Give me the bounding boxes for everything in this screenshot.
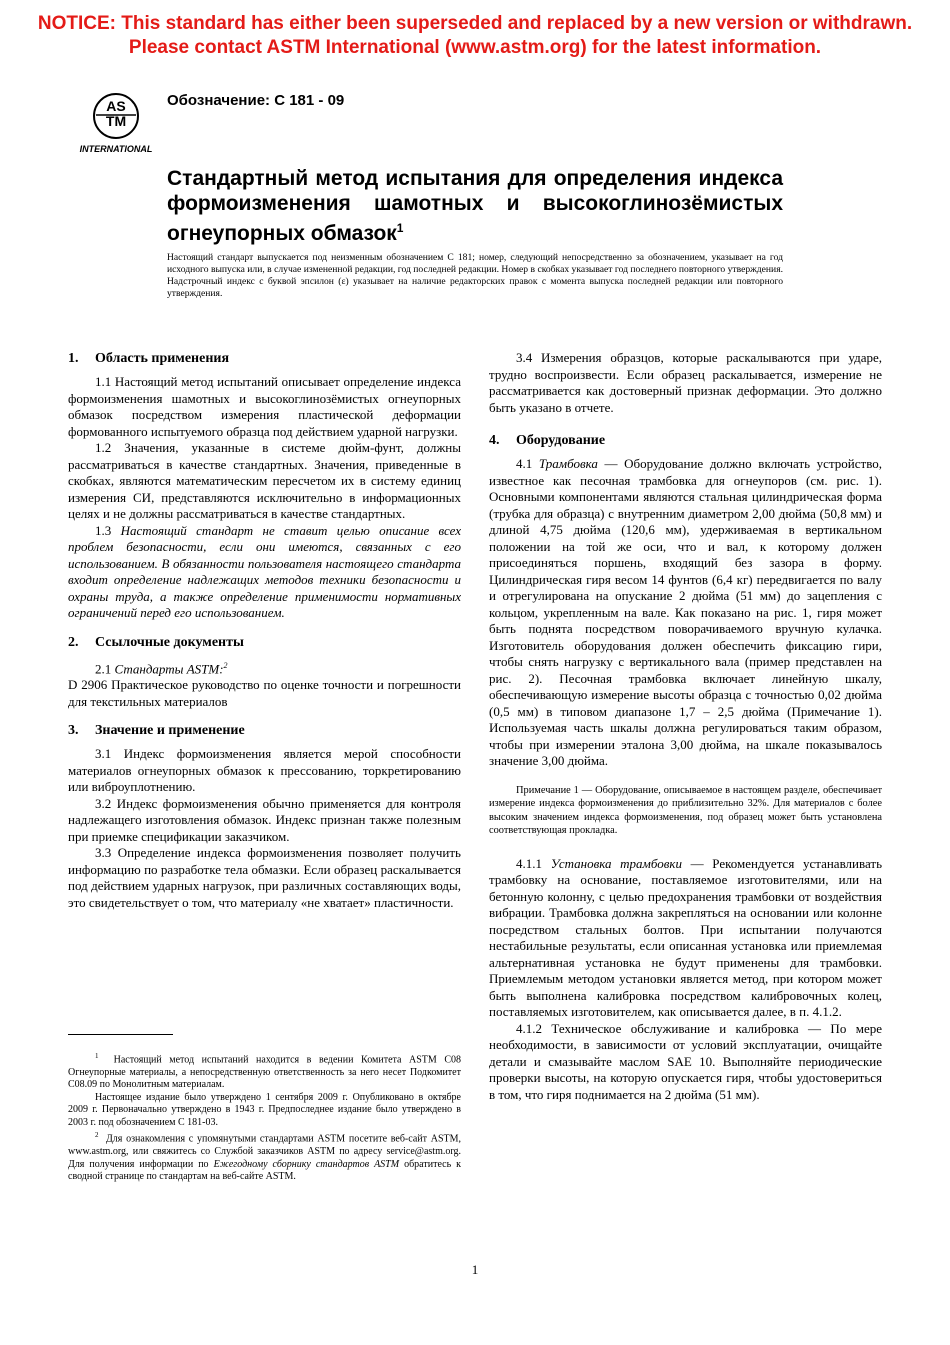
svg-text:TM: TM xyxy=(105,113,127,129)
left-column xyxy=(68,350,461,911)
notice-line-1: NOTICE: This standard has either been superseded and replaced by a new version or withdrawn. xyxy=(37,13,913,34)
paragraph-3-4: 3.4 Измерения образцов, которые раскалываются при ударе, трудно воспроизвести. Если образец раскалывается, измерение не рассматривается как достоверный признак деформации. Это должно быть указано в отчете. xyxy=(489,350,882,415)
footnotes xyxy=(68,1050,461,1184)
paragraph-1-1: 1.1 Настоящий метод испытаний описывает определение индекса формоизменения шамотных и высокоглинозёмистых огнеупорных обмазок посредством измерения пластической деформации формованного испытуемого образца под действием ударной нагрузки. xyxy=(68,374,461,439)
paragraph-4-1 xyxy=(489,456,882,770)
footnote-separator xyxy=(68,1034,173,1035)
term-rammer-installation: Установка трамбовки xyxy=(550,855,682,871)
paragraph-3-1: 3.1 Индекс формоизменения является мерой способности материалов огнеупорных обмазок к прессованию, торкретированию или виброуплотнению. xyxy=(68,746,461,795)
reference-d2906: D 2906 Практическое руководство по оценке точности и погрешности для текстильных материалов xyxy=(68,677,461,709)
term-rammer: Трамбовка xyxy=(538,456,598,471)
section-4-heading xyxy=(489,432,882,450)
footnote-text: Настоящий метод испытаний находится в ведении Комитета ASTM C08 Огнеупорные материалы, а непосредственную ответственность за него несет Подкомитет C08.09 по Монолитным материалам. xyxy=(68,1054,461,1091)
notice-banner xyxy=(0,12,950,60)
footnote-number: 2 xyxy=(95,1131,99,1140)
footnote-text: обратитесь к сводной странице по стандартам на веб-сайте ASTM. xyxy=(68,1158,462,1183)
page-number: 1 xyxy=(471,1262,479,1277)
paragraph-number: 2.1 xyxy=(95,660,115,676)
section-3-heading xyxy=(68,722,461,740)
section-number: 4. xyxy=(489,433,500,448)
title-text: Стандартный метод испытания для определения индекса формоизменения шамотных и высокоглинозёмистых огнеупорных обмазок xyxy=(167,167,783,245)
paragraph-text: — Оборудование должно включать устройство, известное как песочная трамбовка для огнеупоров (см. рис. 1). Основными компонентами являются стальная цилиндрическая форма (трубка для образца) с внутренним диаметром 2,00 дюйма (50,8 мм) и длиной 4,75 дюйма (120,6 мм), удерживаемая в вертикальном положении на той же оси, что и вал, к которому должен присоединяться поршень, входящий без зазора в форму. Цилиндрическая гиря весом 14 фунтов (6,4 кг) передвигается по валу и отрегулирована на опускание 2 дюйма (51 мм) до зацепления с кольцом, укрепленным на вале. Как показано на рис. 1, гиря может быть поднята посредством поворачиваемого вручную кулачка. Изготовитель оборудования должен обеспечить фиксацию гири, чтобы снять нагрузку с вертикального вала (пример представлен на рис. 2). Песочная трамбовка включает линейную шкалу, обеспечивающую измерение высоты образца с точностью 0,02 дюйма (0,5 мм) в типовом диапазоне 1,7 – 2,5 дюйма (Примечание 1). Используемая часть шкалы должна регулироваться таким образом, чтобы при измерении эталона 3,00 дюйма, на шкале показывалось значение 3,00 дюйма. xyxy=(489,456,882,768)
paragraph-4-1-2: 4.1.2 Техническое обслуживание и калибровка — По мере необходимости, в зависимости от условий эксплуатации, очищайте детали и смазывайте маслом SAE 10. Выполняйте периодические проверки высоты, на которую опускается гиря, чтобы удостовериться в том, что гиря поднимается на 2 дюйма (51 мм). xyxy=(489,1020,882,1102)
designation: Обозначение: C 181 - 09 xyxy=(167,92,345,109)
section-title: Ссылочные документы xyxy=(95,634,244,650)
document-title xyxy=(167,166,783,246)
preface-note: Настоящий стандарт выпускается под неизменным обозначением C 181; номер, следующий непосредственно за обозначением, указывает на год исходного выпуска или, в случае измененной редакции, год последней редакции. Номер в скобках указывает год последнего повторного утверждения. Надстрочный индекс с буквой эпсилон (ε) указывает на наличие редакторских правок с момента выпуска последней редакции или повторного утверждения. xyxy=(167,252,783,299)
section-number: 2. xyxy=(68,634,79,650)
footnote-text: Для ознакомления с упомянутыми стандартами ASTM посетите веб-сайт ASTM, www.astm.org, или свяжитесь со Службой заказчиков ASTM по адресу service@astm.org. Для получения информации по xyxy=(68,1133,461,1170)
section-number: 3. xyxy=(68,723,79,739)
section-title: Значение и применение xyxy=(95,723,245,739)
title-footnote-ref: 1 xyxy=(396,221,404,235)
section-title: Оборудование xyxy=(516,433,606,448)
section-2-heading xyxy=(68,634,461,652)
footnote-ref-2: 2 xyxy=(223,660,228,670)
logo-text: INTERNATIONAL xyxy=(79,144,153,154)
right-column xyxy=(489,350,882,1103)
section-1-heading xyxy=(68,350,461,368)
annual-book-title: Ежегодному сборнику стандартов ASTM xyxy=(213,1158,400,1170)
astm-standards-label: Стандарты ASTM: xyxy=(114,660,224,676)
paragraph-1-3 xyxy=(68,523,461,622)
paragraph-number: 1.3 xyxy=(95,522,121,538)
paragraph-1-2: 1.2 Значения, указанные в системе дюйм-фунт, должны рассматриваться в качестве стандартных. Значения, приведенные в скобках, являются математическим пересчетом их в систему единиц измерения СИ, представляются исключительно в информационных целях и не должны рассматриваться в качестве стандартных. xyxy=(68,440,461,521)
footnote-number: 1 xyxy=(95,1052,99,1060)
paragraph-3-3: 3.3 Определение индекса формоизменения позволяет получить информацию по разработке тела обмазки. Если образец раскалывается под действием ударных нагрузок, при различных составляющих воды, это свидетельствует о том, что материалу «не хватает» пластичности. xyxy=(68,845,461,910)
svg-text:AS: AS xyxy=(106,98,126,114)
footnote-2 xyxy=(68,1129,461,1183)
paragraph-number: 4.1 xyxy=(516,456,539,471)
paragraph-text: — Рекомендуется устанавливать трамбовку на основание, поставляемое изготовителями, или на бетонную колонну, с целью предохранения трамбовки от воздействия вибрации. Трамбовка должна закрепляться на основании или колонне посредством стальных болтов. При испытании получаются нестабильные результаты, если описанная установка или приемлемая альтернативная установка не будут применены для трамбовки. Приемлемым методом установки является метод, при котором может быть выполнена калибровка посредством калибровочных колец, поставляемых изготовителем, как описывается далее, в п. 4.1.2. xyxy=(489,855,882,1019)
paragraph-2-1 xyxy=(68,658,461,678)
paragraph-number: 4.1.1 xyxy=(516,855,551,871)
paragraph-4-1-1 xyxy=(489,856,882,1021)
paragraph-3-2: 3.2 Индекс формоизменения обычно применяется для контроля надлежащего изготовления обмазок. Индекс признан также полезным при приемке спецификации заказчиком. xyxy=(68,795,461,844)
section-number: 1. xyxy=(68,351,79,366)
astm-logo-icon xyxy=(76,86,156,158)
note-1: Примечание 1 — Оборудование, описываемое в настоящем разделе, обеспечивает измерение индекса формоизменения до приблизительно 32%. Для материалов с более высоким значением индекса формоизменения, под образец может быть установлена соответствующая прокладка. xyxy=(489,784,882,836)
safety-statement: Настоящий стандарт не ставит целью описание всех проблем безопасности, если они имеются, связанных с его использованием. В обязанности пользователя настоящего стандарта входит определение надлежащих методов техники безопасности и охраны труда, а также определение применимости нормативных ограничений перед его использованием. xyxy=(68,522,461,620)
section-title: Область применения xyxy=(95,351,230,366)
footnote-1-approval: Настоящее издание было утверждено 1 сентября 2009 г. Опубликовано в октябре 2009 г. Первоначально утверждено в 1943 г. Предпоследнее издание было утверждено в 2003 г. под обозначением C 181-03. xyxy=(68,1091,461,1128)
notice-line-2: Please contact ASTM International (www.astm.org) for the latest information. xyxy=(128,37,822,58)
footnote-1 xyxy=(68,1050,461,1092)
